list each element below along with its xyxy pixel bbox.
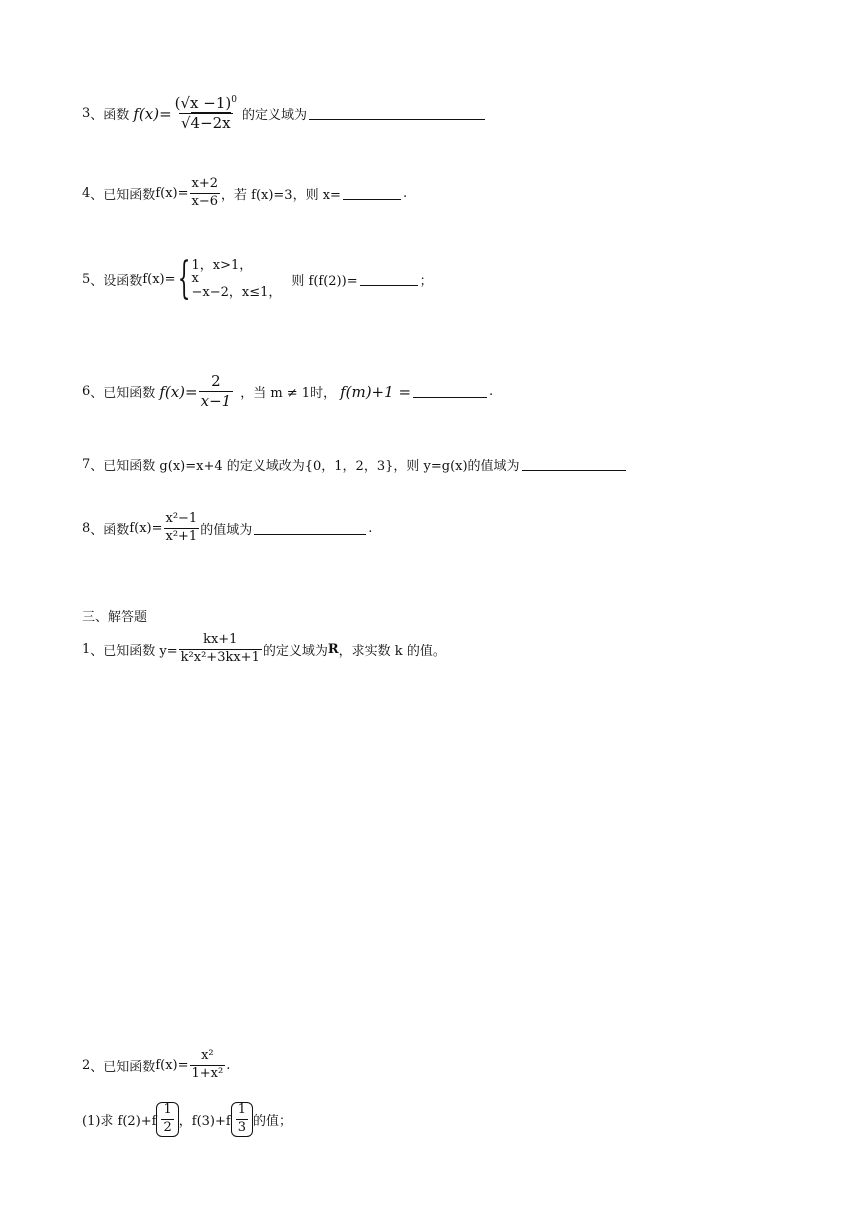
question-5 [82,253,433,304]
q8-denominator: x²+1 [165,528,198,544]
q5-fx: f(x)= [142,271,176,287]
s3q2-fraction [190,1049,226,1082]
q4-text: 已知函数 [103,187,156,203]
q4-end: . [402,185,408,201]
solve-question-1 [82,633,446,666]
s3q2p1-c: 1 [237,1102,246,1117]
q4-mid: ，若 f(x)=3，则 x= [221,187,341,203]
s3q2-numerator: x² [201,1048,214,1063]
q6-numerator: 2 [211,372,221,390]
q3-fx: f(x)= [133,104,172,123]
q6-mid: ，当 m ≠ 1时， [240,386,337,402]
q3-text: 函数 [103,108,130,124]
s3q1-numerator: kx+1 [203,632,238,647]
q3-answer-blank[interactable] [309,107,485,120]
s3q1-denominator: k²x²+3kx+1 [180,649,260,665]
q3-numerator: $(√x -1)^0$ [174,94,237,112]
q8-text: 函数 [103,522,130,538]
q5-end: ； [419,273,433,289]
question-6 [82,373,493,411]
question-7 [82,455,628,474]
q7-sep: 、 [90,459,104,474]
q4-sep: 、 [90,187,104,203]
q5-case-2: −x−2，x≤1， [191,285,282,300]
s3q1-text: 已知函数 y= [103,643,178,659]
q3-number: 3 [82,106,91,122]
q6-fx: f(x)= [159,382,198,401]
solve-question-2-part-1 [82,1102,292,1137]
s3q2p1-bracket-1 [156,1102,178,1137]
section-3-title: 三、解答题 [82,610,148,625]
s3q2-sep: 、 [90,1059,104,1075]
s3q2p1-tail: 的值； [252,1113,292,1129]
s3q1-R: R [327,641,339,657]
q3-fraction [173,95,239,133]
q7-number: 7 [82,457,91,472]
q5-case-1b: x [191,271,199,286]
q5-number: 5 [82,271,91,287]
q8-tail: 的值域为 [200,522,253,538]
q6-text: 已知函数 [103,386,156,402]
q4-fx: f(x)= [155,185,189,201]
s3q1-tail-2: ，求实数 k 的值。 [338,643,446,659]
q6-sep: 、 [90,386,104,402]
s3q1-sep: 、 [90,643,104,659]
q4-fraction [190,177,221,210]
s3q2-end: . [226,1057,231,1073]
question-8 [82,512,372,545]
s3q2p1-b: 2 [163,1119,172,1135]
question-3 [82,95,487,133]
q4-answer-blank[interactable] [343,187,401,200]
q5-piecewise [192,256,282,302]
s3q2-fx: f(x)= [155,1057,189,1073]
q6-end: . [489,384,494,400]
s3q2p1-label: (1)求 f(2)+f [82,1113,157,1129]
s3q2-denominator: 1+x² [191,1065,224,1081]
s3q2-text: 已知函数 [103,1059,156,1075]
q4-number: 4 [82,185,91,201]
s3q2p1-d: 3 [237,1119,246,1135]
s3q1-number: 1 [82,641,91,657]
q6-denominator: x−1 [200,392,232,411]
q5-text: 设函数 [103,273,143,289]
s3q1-tail-1: 的定义域为 [262,643,328,659]
q6-fraction [199,373,234,411]
solve-question-2 [82,1049,230,1082]
q8-number: 8 [82,520,91,536]
s3q2p1-mid: ，f(3)+f [178,1113,231,1129]
q5-answer-blank[interactable] [360,273,418,286]
q8-numerator: x²−1 [165,511,198,526]
q8-answer-blank[interactable] [254,522,366,535]
s3q2-number: 2 [82,1057,91,1073]
q8-fraction [164,512,200,545]
q3-denominator: √4−2x [180,114,231,133]
q8-sep: 、 [90,522,104,538]
q8-fx: f(x)= [129,520,163,536]
s3q2p1-bracket-2 [231,1102,253,1137]
q5-sep: 、 [90,273,104,289]
q6-answer-blank[interactable] [413,385,487,398]
s3q1-fraction [179,633,262,666]
s3q2p1-a: 1 [163,1102,172,1117]
q5-brace: { [177,253,190,304]
q5-mid: 则 f(f(2))= [291,273,358,289]
q6-expression: f(m)+1 = [340,382,412,401]
q3-sep: 、 [90,108,104,124]
q4-numerator: x+2 [191,176,218,191]
question-4 [82,177,407,210]
q8-end: . [368,520,373,536]
q3-tail: 的定义域为 [241,108,307,124]
q6-number: 6 [82,384,91,400]
q7-text: 已知函数 g(x)=x+4 的定义域改为{0，1，2，3}，则 y=g(x)的值域为 [103,459,520,474]
q7-answer-blank[interactable] [522,458,626,471]
q4-denominator: x−6 [191,193,218,209]
q5-case-1: 1，x>1， [191,258,253,273]
